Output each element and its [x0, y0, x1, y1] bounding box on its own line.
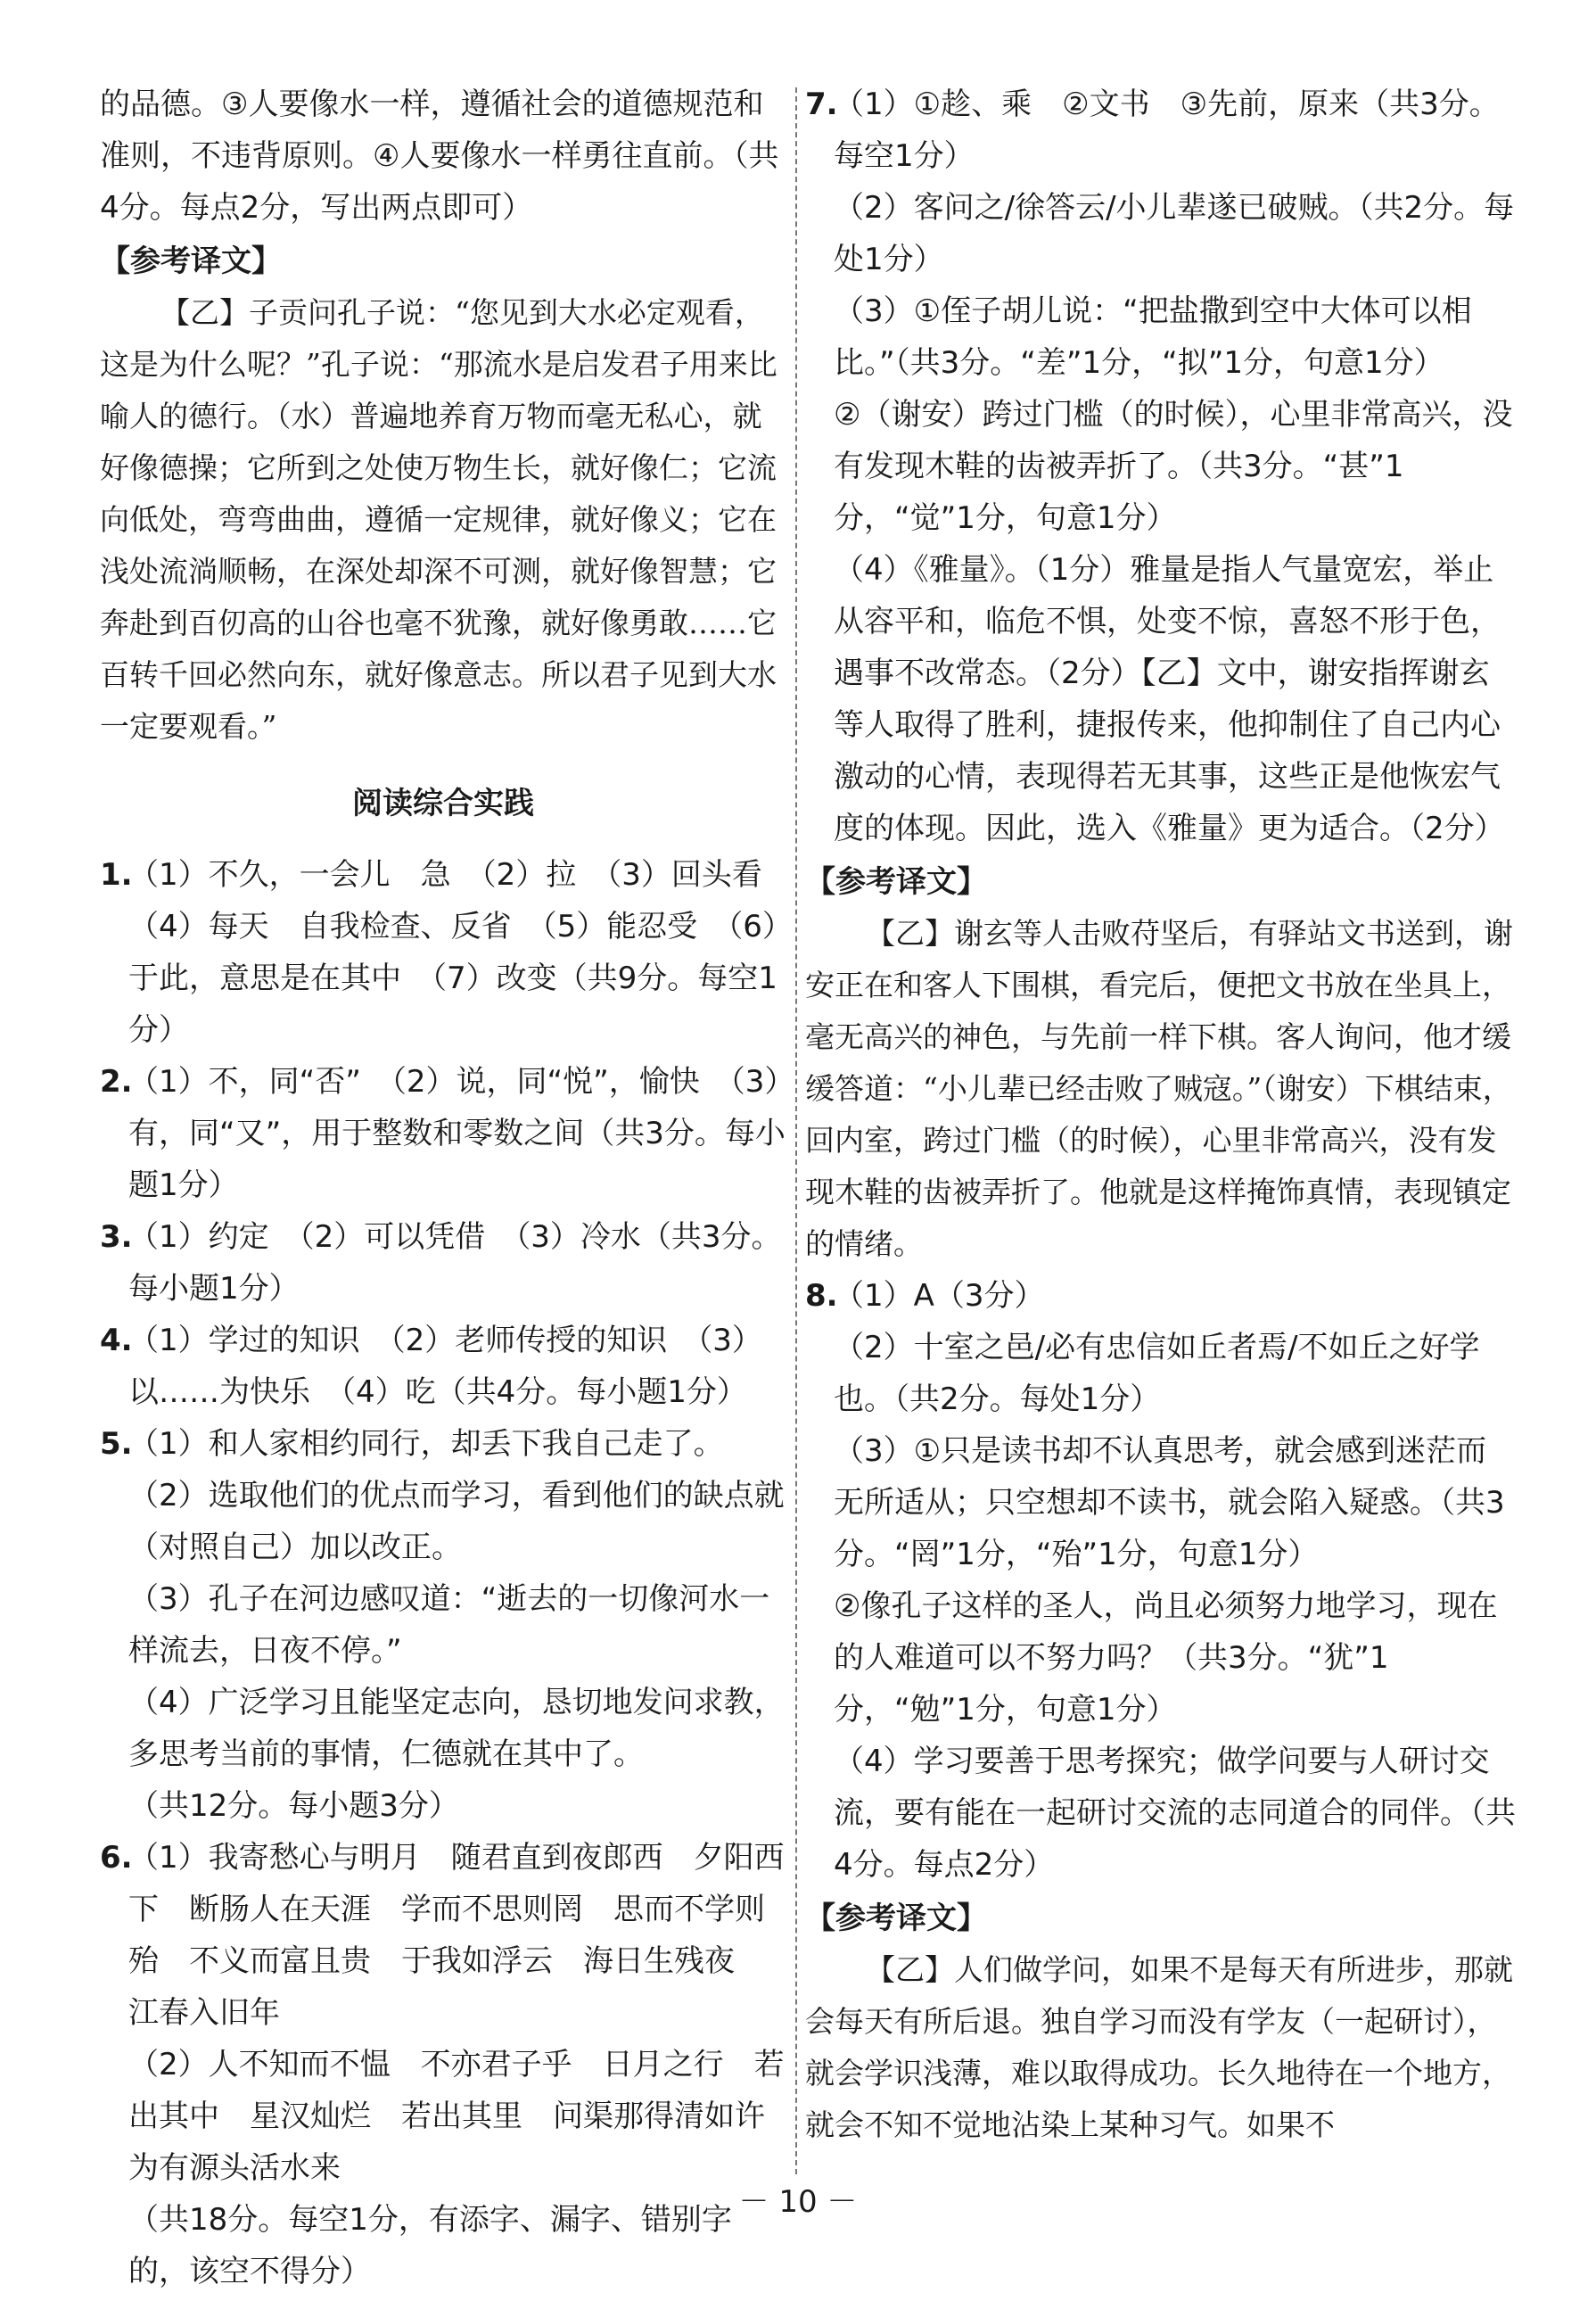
answer-line: （共18分。每空1分，有添字、漏字、错别字的，该空不得分） — [128, 2202, 732, 2289]
answer-item-6 — [100, 1832, 795, 2297]
answer-line: （3）孔子在河边感叹道：“逝去的一切像河水一样流去，日夜不停。” — [128, 1581, 770, 1669]
answer-line: （2）人不知而不愠 不亦君子乎 日月之行 若出其中 星汉灿烂 若出其里 问渠那得清如许 为有源头活水来 — [128, 2047, 795, 2186]
answer-line: （1）A（3分） — [834, 1278, 1045, 1314]
answer-item-4 — [100, 1315, 786, 1418]
item-number: 6. — [100, 1840, 133, 1876]
answer-line: （1）学过的知识 （2）老师传授的知识 （3）以……为快乐 （4）吃（共4分。每小题1分） — [128, 1323, 762, 1410]
answer-line: ②（谢安）跨过门槛（的时候），心里非常高兴，没有发现木鞋的齿被弄折了。（共3分。“甚”1分，“觉”1分，句意1分） — [834, 397, 1513, 536]
reference-translation-heading: 【参考译文】 — [100, 243, 282, 279]
answer-line: ②像孔子这样的圣人，尚且必须努力地学习，现在的人难道可以不努力吗？（共3分。“犹”1分，“勉”1分，句意1分） — [834, 1588, 1498, 1728]
reference-translation-heading: 【参考译文】 — [805, 864, 987, 900]
item-number: 5. — [100, 1426, 133, 1462]
item-number: 1. — [100, 857, 133, 893]
answer-line: （4）学习要善于思考探究；做学问要与人研讨交流，要有能在一起研讨交流的志同道合的同伴。（共4分。每点2分） — [834, 1744, 1516, 1883]
page-number: － 10 － — [738, 2184, 858, 2220]
answer-line: （1）和人家相约同行，却丢下我自己走了。 — [128, 1426, 724, 1462]
answer-line: （4）广泛学习且能坚定志向，恳切地发问求教，多思考当前的事情，仁德就在其中了。 — [128, 1685, 785, 1772]
answer-line: （1）①趁、乘 ②文书 ③先前，原来（共3分。每空1分） — [834, 87, 1500, 174]
answer-line: （2）客问之/徐答云/小儿辈遂已破贼。（共2分。每处1分） — [834, 190, 1515, 277]
answer-line: （3）①侄子胡儿说：“把盐撒到空中大体可以相比。”（共3分。“差”1分，“拟”1分，句意1分） — [834, 293, 1472, 381]
item-number: 3. — [100, 1219, 133, 1255]
reference-translation-text: 【乙】子贡问孔子说：“您见到大水必定观看，这是为什么呢？”孔子说：“那流水是启发君子用来比喻人的德行。（水）普遍地养育万物而毫无私心，就好像德操；它所到之处使万物生长，就好像仁；它流向低处，弯弯曲曲，遵循一定规律，就好像义；它在浅处流淌顺畅，在深处却深不可测，就好像智慧；它奔赴到百仞高的山谷也毫不犹豫，就好像勇敢……它百转千回必然向东，就好像意志。所以君子见到大水一定要观看。” — [100, 295, 777, 744]
answer-line: （共12分。每小题3分） — [128, 1788, 459, 1824]
right-column — [805, 78, 1516, 2151]
left-column — [100, 78, 795, 2297]
reference-translation-text: 【乙】人们做学问，如果不是每天有所进步，那就会每天有所后退。独自学习而没有学友（一起研讨），就会学识浅薄，难以取得成功。长久地待在一个地方，就会不知不觉地沾染上某种习气。如果不 — [805, 1952, 1513, 2142]
answer-line: （1）约定 （2）可以凭借 （3）冷水（共3分。每小题1分） — [128, 1219, 782, 1307]
item-number: 2. — [100, 1064, 133, 1100]
item-number: 4. — [100, 1323, 133, 1358]
answer-line: （3）①只是读书却不认真思考，就会感到迷茫而无所适从；只空想却不读书，就会陷入疑惑。（共3分。“罔”1分，“殆”1分，句意1分） — [834, 1433, 1505, 1572]
answer-line: （2）十室之邑/必有忠信如丘者焉/不如丘之好学也。（共2分。每处1分） — [834, 1330, 1480, 1417]
reference-translation-heading: 【参考译文】 — [805, 1901, 987, 1936]
answer-line: （1）我寄愁心与明月 随君直到夜郎西 夕阳西下 断肠人在天涯 学而不思则罔 思而不学则殆 不义而富且贵 于我如浮云 海日生残夜 江春入旧年 — [128, 1840, 785, 2031]
answer-item-7 — [805, 78, 1516, 854]
answer-item-3 — [100, 1211, 786, 1315]
answer-item-5 — [100, 1418, 786, 1832]
section-title: 阅读综合实践 — [352, 786, 534, 821]
item-number: 7. — [805, 87, 838, 122]
column-divider — [795, 87, 797, 2174]
answer-item-8 — [805, 1270, 1516, 1891]
intro-text: 的品德。③人要像水一样，遵循社会的道德规范和准则，不违背原则。④人要像水一样勇往直前。（共4分。每点2分，写出两点即可） — [100, 87, 779, 226]
reference-translation-text: 【乙】谢玄等人击败苻坚后，有驿站文书送到，谢安正在和客人下围棋，看完后，便把文书放在坐具上，毫无高兴的神色，与先前一样下棋。客人询问，他才缓缓答道：“小儿辈已经击败了贼寇。”（谢安）下棋结束，回内室，跨过门槛（的时候），心里非常高兴，没有发现木鞋的齿被弄折了。他就是这样掩饰真情，表现镇定的情绪。 — [805, 916, 1513, 1261]
item-number: 8. — [805, 1278, 838, 1314]
answer-line: （2）选取他们的优点而学习，看到他们的缺点就（对照自己）加以改正。 — [128, 1478, 785, 1565]
answer-line: （1）不，同“否” （2）说，同“悦”，愉快 （3）有，同“又”，用于整数和零数之间（共3分。每小题1分） — [128, 1064, 786, 1203]
answer-line: （4）《雅量》。（1分）雅量是指人气量宽宏，举止从容平和，临危不惧，处变不惊，喜怒不形于色，遇事不改常态。（2分）【乙】文中，谢安指挥谢玄等人取得了胜利，捷报传来，他抑制住了自己内心激动的心情，表现得若无其事，这些正是他恢宏气度的体现。因此，选入《雅量》更为适合。（2分） — [834, 552, 1505, 846]
answer-item-1 — [100, 849, 793, 1056]
answer-line: （1）不久，一会儿 急 （2）拉 （3）回头看 （4）每天 自我检查、反省 （5）能忍受 （6）于此，意思是在其中 （7）改变（共9分。每空1分） — [128, 857, 793, 1048]
answer-item-2 — [100, 1056, 786, 1211]
